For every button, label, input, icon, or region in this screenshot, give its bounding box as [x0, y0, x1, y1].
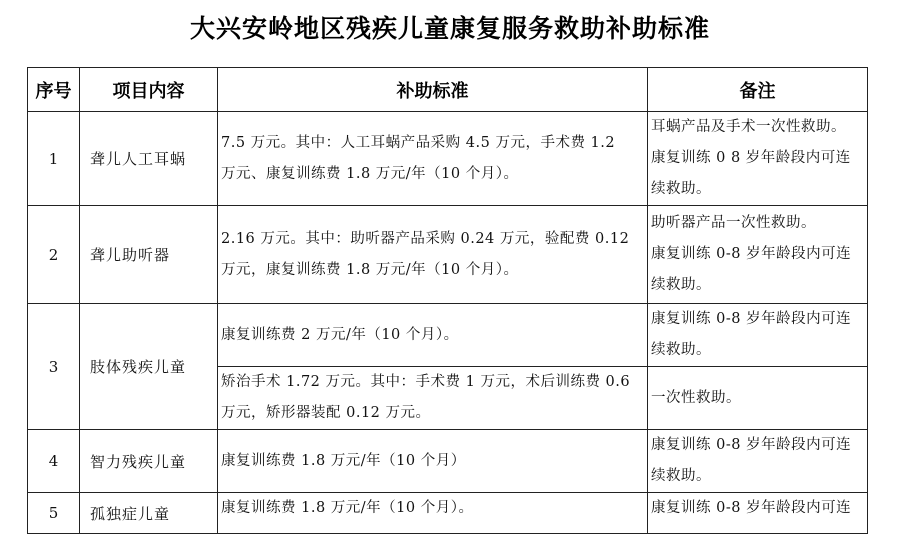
table-row — [28, 304, 868, 367]
item-name: 肢体残疾儿童 — [80, 304, 218, 430]
row-number: 1 — [28, 112, 80, 206]
subsidy-standard: 矫治手术 1.72 万元。其中：手术费 1 万元，术后训练费 0.6 万元，矫形器装配 0.12 万元。 — [218, 367, 648, 430]
item-name: 聋儿助听器 — [80, 206, 218, 304]
header-no: 序号 — [28, 68, 80, 112]
table-row — [28, 112, 868, 206]
table-row — [28, 430, 868, 493]
subsidy-standard: 康复训练费 1.8 万元/年（10 个月）。 — [218, 493, 648, 534]
remark: 康复训练 0-8 岁年龄段内可连 续救助。 — [648, 430, 868, 493]
subsidy-standard: 康复训练费 1.8 万元/年（10 个月） — [218, 430, 648, 493]
row-number: 3 — [28, 304, 80, 430]
row-number: 2 — [28, 206, 80, 304]
remark: 康复训练 0-8 岁年龄段内可连 — [648, 493, 868, 534]
subsidy-standard: 2.16 万元。其中：助听器产品采购 0.24 万元，验配费 0.12 万元，康复训练费 1.8 万元/年（10 个月）。 — [218, 206, 648, 304]
document-title: 大兴安岭地区残疾儿童康复服务救助补助标准 — [189, 14, 710, 43]
item-name: 聋儿人工耳蜗 — [80, 112, 218, 206]
row-number: 4 — [28, 430, 80, 493]
remark: 康复训练 0-8 岁年龄段内可连 续救助。 — [648, 304, 868, 367]
row-number: 5 — [28, 493, 80, 534]
item-name: 孤独症儿童 — [80, 493, 218, 534]
header-note: 备注 — [648, 68, 868, 112]
table-row — [28, 493, 868, 534]
header-standard: 补助标准 — [218, 68, 648, 112]
item-name: 智力残疾儿童 — [80, 430, 218, 493]
table-row — [28, 206, 868, 304]
subsidy-standard: 康复训练费 2 万元/年（10 个月）。 — [218, 304, 648, 367]
remark: 一次性救助。 — [648, 367, 868, 430]
subsidy-standard-table — [27, 67, 868, 534]
header-item: 项目内容 — [80, 68, 218, 112]
subsidy-standard: 7.5 万元。其中：人工耳蜗产品采购 4.5 万元，手术费 1.2 万元、康复训练费 1.8 万元/年（10 个月）。 — [218, 112, 648, 206]
remark: 助听器产品一次性救助。 康复训练 0-8 岁年龄段内可连 续救助。 — [648, 206, 868, 304]
remark: 耳蜗产品及手术一次性救助。 康复训练 0 8 岁年龄段内可连 续救助。 — [648, 112, 868, 206]
table-header-row — [28, 68, 868, 112]
